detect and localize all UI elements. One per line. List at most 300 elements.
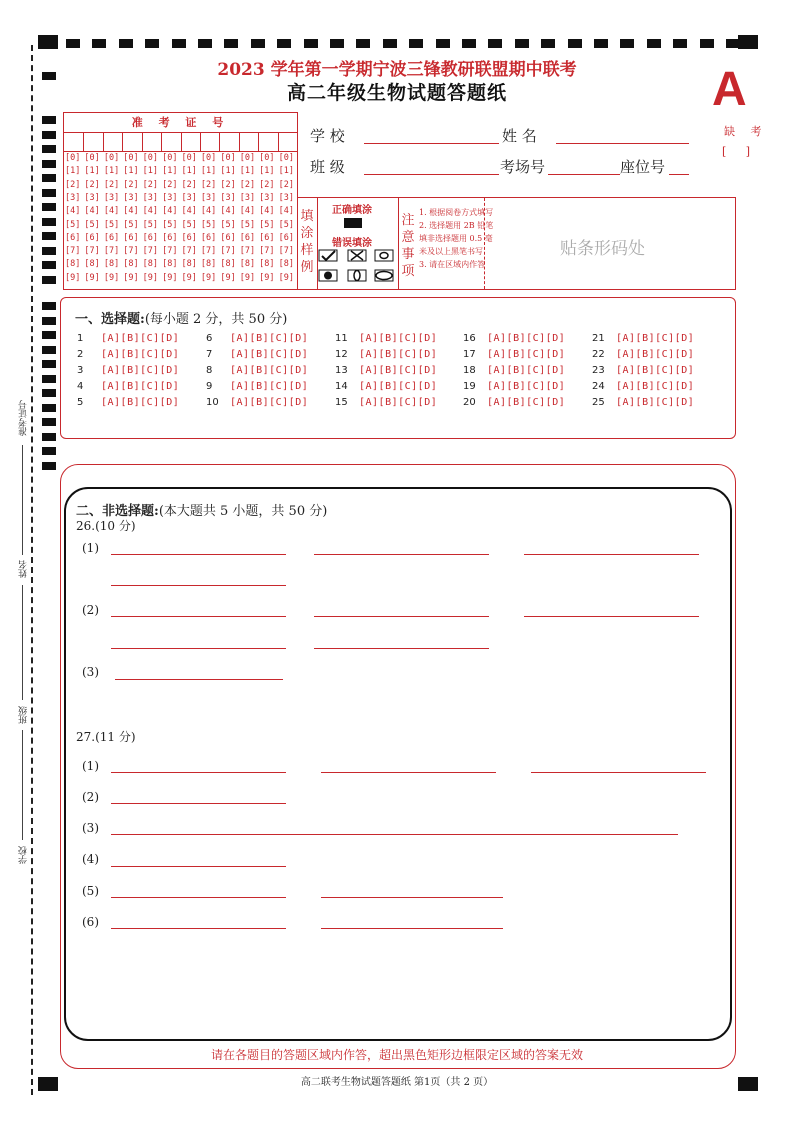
mc-question-number: 25 [592,397,605,408]
exam-id-bubble[interactable]: [6] [65,232,81,243]
exam-id-bubble[interactable]: [5] [181,219,197,230]
exam-id-bubble[interactable]: [3] [142,192,159,203]
mc-question-number: 21 [592,333,605,344]
timing-mark [515,39,529,48]
mc-answer-options[interactable]: [A][B][C][D] [230,365,309,376]
timing-mark [42,360,56,368]
q27-6-blank-2[interactable] [321,928,503,929]
mc-question-number: 4 [77,381,84,392]
q27-1-blank-3[interactable] [531,772,706,773]
exam-id-bubble[interactable]: [4] [65,206,81,217]
timing-mark [42,203,56,211]
mc-question-number: 9 [206,381,213,392]
name-label: 姓 名 [502,127,537,145]
exam-id-bubble[interactable]: [2] [181,179,197,190]
exam-id-bubble[interactable]: [4] [200,206,217,217]
q26-part-1: (1) [82,541,99,555]
seat-field[interactable] [669,174,689,175]
name-field[interactable] [556,143,689,144]
exam-id-bubble[interactable]: [0] [142,153,159,163]
timing-mark [42,247,56,255]
mc-question-number: 6 [206,333,213,344]
exam-id-bubble[interactable]: [3] [259,192,275,203]
mc-answer-options[interactable]: [A][B][C][D] [487,397,566,408]
exam-id-bubble[interactable]: [6] [142,232,159,243]
exam-id-bubble[interactable]: [4] [181,206,197,217]
exam-id-bubble[interactable]: [7] [181,246,197,257]
exam-id-cell-divider [161,133,162,151]
timing-mark [42,145,56,153]
timing-mark [42,174,56,182]
q27-3-blank-1[interactable] [111,834,678,835]
timing-mark [224,39,238,48]
exam-id-bubble[interactable]: [5] [200,219,217,230]
mc-question-number: 5 [77,397,84,408]
exam-id-bubble[interactable]: [6] [259,232,275,243]
exam-id-bubble[interactable]: [3] [162,192,178,203]
exam-id-row [64,259,297,272]
timing-mark [488,39,502,48]
exam-id-bubble[interactable]: [3] [65,192,81,203]
exam-id-bubble[interactable]: [5] [123,219,139,230]
free-response-note: (本大题共 5 小题，共 50 分) [158,504,328,519]
q26-1-blank-4[interactable] [111,585,286,586]
exam-id-bubble[interactable]: [0] [84,153,100,163]
q27-part-1: (1) [82,759,99,773]
exam-id-bubble[interactable]: [1] [181,166,197,177]
mc-answer-options[interactable]: [A][B][C][D] [230,397,309,408]
exam-id-bubble[interactable]: [4] [259,206,275,217]
exam-id-cell-divider [142,133,143,151]
exam-id-bubble[interactable]: [3] [278,192,294,203]
timing-mark [356,39,370,48]
q26-2-blank-3[interactable] [524,616,699,617]
exam-id-row [64,206,297,219]
exam-id-bubble[interactable]: [9] [278,272,294,283]
mc-question-number: 14 [335,381,348,392]
exam-id-cell-divider [103,133,104,151]
exam-id-cell-divider [200,133,201,151]
exam-id-bubble[interactable]: [4] [220,206,236,217]
exam-id-bubble[interactable]: [1] [123,166,139,177]
exam-id-bubble[interactable]: [2] [123,179,139,190]
exam-id-bubble[interactable]: [4] [239,206,256,217]
q27-part-3: (3) [82,821,99,835]
mc-answer-options[interactable]: [A][B][C][D] [359,365,438,376]
q27-1-blank-2[interactable] [321,772,496,773]
exam-id-bubble[interactable]: [7] [220,246,236,257]
barcode-area-border [484,198,485,289]
paper-type-letter: A [712,63,747,116]
mc-answer-options[interactable]: [A][B][C][D] [101,365,180,376]
exam-id-bubble[interactable]: [4] [142,206,159,217]
exam-id-bubble[interactable]: [1] [142,166,159,177]
mc-answer-options[interactable]: [A][B][C][D] [616,397,695,408]
timing-mark [409,39,423,48]
exam-id-bubble[interactable]: [7] [162,246,178,257]
exam-id-bubble[interactable]: [7] [239,246,256,257]
exam-id-bubble[interactable]: [8] [123,259,139,270]
exam-id-bubble[interactable]: [6] [239,232,256,243]
timing-mark [145,39,159,48]
timing-mark [198,39,212,48]
exam-id-bubble[interactable]: [1] [239,166,256,177]
room-field[interactable] [548,174,620,175]
answer-area-warning: 请在各题目的答题区域内作答，超出黑色矩形边框限定区域的答案无效 [210,1048,583,1062]
exam-id-bubble[interactable]: [2] [200,179,217,190]
exam-id-bubble[interactable]: [9] [123,272,139,283]
exam-id-bubble[interactable]: [3] [239,192,256,203]
timing-mark [172,39,186,48]
exam-id-bubble[interactable]: [5] [239,219,256,230]
exam-id-bubble[interactable]: [2] [84,179,100,190]
exam-id-bubble[interactable]: [5] [278,219,294,230]
timing-mark [92,39,106,48]
exam-id-bubble[interactable]: [8] [162,259,178,270]
side-label-name: 姓名 [19,560,29,578]
mc-answer-options[interactable]: [A][B][C][D] [101,333,180,344]
exam-id-bubble[interactable]: [8] [220,259,236,270]
notice-label: 注意事项 [401,213,415,279]
timing-mark [594,39,608,48]
exam-id-bubble[interactable]: [9] [181,272,197,283]
q27-5-blank-1[interactable] [111,897,286,898]
exam-id-bubble[interactable]: [0] [162,153,178,163]
q26-2-blank-2[interactable] [314,616,489,617]
timing-mark [541,39,555,48]
timing-mark [726,39,740,48]
q27-5-blank-2[interactable] [321,897,503,898]
exam-id-bubble[interactable]: [6] [123,232,139,243]
exam-id-cell-divider [258,133,259,151]
timing-mark [66,39,80,48]
binding-line [31,45,33,1095]
side-label-class: 班级 [19,706,29,724]
mc-answer-options[interactable]: [A][B][C][D] [487,349,566,360]
exam-id-bubble[interactable]: [9] [142,272,159,283]
exam-id-row [64,273,297,286]
exam-id-bubble[interactable]: [1] [65,166,81,177]
timing-mark [42,331,56,339]
q27-part-5: (5) [82,884,99,898]
mc-answer-options[interactable]: [A][B][C][D] [101,381,180,392]
exam-id-bubble[interactable]: [9] [259,272,275,283]
mc-question-number: 20 [463,397,476,408]
exam-id-bubble[interactable]: [3] [84,192,100,203]
seat-label: 座位号 [620,158,666,176]
exam-title: 2023 学年第一学期宁波三锋教研联盟期中联考 [217,60,577,80]
timing-mark [304,39,318,48]
timing-mark [42,375,56,383]
mc-answer-options[interactable]: [A][B][C][D] [616,381,695,392]
mc-answer-options[interactable]: [A][B][C][D] [359,349,438,360]
exam-id-row [64,180,297,193]
mc-question-number: 7 [206,349,213,360]
exam-id-bubble[interactable]: [4] [162,206,178,217]
mc-question-number: 23 [592,365,605,376]
exam-id-bubble[interactable]: [7] [200,246,217,257]
exam-id-bubble[interactable]: [9] [103,272,120,283]
question-26-label: 26.(10 分) [76,519,136,533]
exam-id-title: 准 考 证 号 [64,113,297,133]
free-response-answer-area [64,487,732,1041]
q27-1-blank-1[interactable] [111,772,286,773]
q26-3-blank-1[interactable] [115,679,283,680]
exam-id-bubble[interactable]: [8] [65,259,81,270]
exam-id-bubble[interactable]: [8] [239,259,256,270]
q26-part-3: (3) [82,665,99,679]
notice-line-2: 2. 选择题用 2B 铅笔 [419,221,494,230]
exam-id-bubble[interactable]: [6] [181,232,197,243]
exam-id-bubble[interactable]: [0] [123,153,139,163]
exam-id-bubble[interactable]: [9] [220,272,236,283]
exam-id-bubble[interactable]: [5] [84,219,100,230]
exam-id-cell-divider [122,133,123,151]
timing-mark [620,39,634,48]
notice-line-4: 米及以上黑笔书写 [419,247,483,256]
mc-question-number: 22 [592,349,605,360]
exam-id-bubble[interactable]: [4] [278,206,294,217]
exam-id-bubble[interactable]: [1] [200,166,217,177]
timing-mark [42,346,56,354]
timing-mark [42,404,56,412]
exam-id-row [64,193,297,206]
mc-question-number: 19 [463,381,476,392]
notice-text [419,206,493,271]
q26-2-blank-5[interactable] [314,648,489,649]
notice-divider-left [398,198,399,289]
exam-id-bubble[interactable]: [1] [220,166,236,177]
exam-id-bubble[interactable]: [8] [278,259,294,270]
exam-id-bubble[interactable]: [2] [103,179,120,190]
exam-id-bubble[interactable]: [7] [278,246,294,257]
notice-line-1: 1. 根据阅卷方式填写 [419,208,494,217]
side-line-class [22,730,23,840]
exam-id-bubble[interactable]: [9] [162,272,178,283]
timing-mark [251,39,265,48]
exam-id-write-cells[interactable] [64,133,297,152]
school-field[interactable] [364,143,499,144]
q26-1-blank-2[interactable] [314,554,489,555]
timing-mark [42,160,56,168]
exam-id-bubble[interactable]: [3] [220,192,236,203]
q27-4-blank-1[interactable] [111,866,286,867]
exam-id-bubble[interactable]: [2] [259,179,275,190]
mc-answer-options[interactable]: [A][B][C][D] [616,349,695,360]
exam-id-bubble[interactable]: [7] [65,246,81,257]
exam-id-cell-divider [219,133,220,151]
exam-id-bubble[interactable]: [7] [259,246,275,257]
fill-sample-box [297,197,736,290]
exam-id-bubble[interactable]: [6] [200,232,217,243]
multiple-choice-title [75,308,287,327]
exam-id-bubble[interactable]: [2] [220,179,236,190]
exam-id-bubble[interactable]: [9] [65,272,81,283]
mc-question-number: 24 [592,381,605,392]
exam-id-bubble[interactable]: [7] [123,246,139,257]
exam-id-bubble[interactable]: [1] [84,166,100,177]
q26-1-blank-1[interactable] [111,554,286,555]
correct-fill-label: 正确填涂 [332,205,372,216]
exam-id-bubble[interactable]: [9] [200,272,217,283]
exam-id-bubble[interactable]: [0] [220,153,236,163]
timing-mark [42,232,56,240]
exam-id-bubble[interactable]: [5] [259,219,275,230]
exam-id-bubble[interactable]: [1] [103,166,120,177]
exam-id-bubble[interactable]: [2] [239,179,256,190]
q26-2-blank-4[interactable] [111,648,286,649]
absent-checkbox[interactable]: [ ] [722,145,759,158]
exam-id-bubble[interactable]: [7] [103,246,120,257]
exam-id-bubble[interactable]: [8] [181,259,197,270]
exam-id-bubble[interactable]: [0] [278,153,294,163]
side-label-school: 学校 [19,846,29,864]
exam-id-bubble[interactable]: [1] [259,166,275,177]
notice-line-5: 3. 请在区域内作答 [419,260,486,269]
mc-answer-options[interactable]: [A][B][C][D] [487,333,566,344]
mc-question-number: 11 [335,333,348,344]
exam-id-bubble[interactable]: [0] [239,153,256,163]
exam-id-bubble[interactable]: [8] [84,259,100,270]
q27-part-4: (4) [82,852,99,866]
exam-id-bubble[interactable]: [0] [65,153,81,163]
q26-1-blank-3[interactable] [524,554,699,555]
q27-part-2: (2) [82,790,99,804]
mc-answer-options[interactable]: [A][B][C][D] [359,397,438,408]
exam-id-bubble[interactable]: [2] [278,179,294,190]
mc-question-number: 18 [463,365,476,376]
multiple-choice-section [60,297,736,439]
mc-question-number: 3 [77,365,84,376]
wrong-fill-label: 错误填涂 [332,238,372,249]
mc-answer-options[interactable]: [A][B][C][D] [616,333,695,344]
absent-label: 缺 考 [724,125,768,138]
timing-mark [700,39,714,48]
page-footer: 高二联考生物试题答题纸 第1页（共 2 页） [300,1077,494,1088]
mc-question-number: 16 [463,333,476,344]
mc-answer-options[interactable]: [A][B][C][D] [230,381,309,392]
timing-mark [42,261,56,269]
exam-id-bubble[interactable]: [8] [142,259,159,270]
mc-question-number: 13 [335,365,348,376]
timing-mark [42,131,56,139]
exam-id-bubble[interactable]: [0] [181,153,197,163]
exam-id-bubble[interactable]: [5] [220,219,236,230]
exam-id-bubble[interactable]: [9] [239,272,256,283]
mc-answer-options[interactable]: [A][B][C][D] [359,381,438,392]
free-response-heading: 二、非选择题: [76,504,159,519]
mc-answer-options[interactable]: [A][B][C][D] [487,365,566,376]
answer-sheet-title: 高二年级生物试题答题纸 [286,82,507,104]
exam-id-bubble[interactable]: [4] [123,206,139,217]
exam-id-bubble[interactable]: [5] [103,219,120,230]
mc-question-number: 15 [335,397,348,408]
q26-part-2: (2) [82,603,99,617]
exam-id-bubble[interactable]: [7] [84,246,100,257]
exam-id-bubble[interactable]: [5] [65,219,81,230]
exam-id-bubble[interactable]: [5] [162,219,178,230]
exam-id-bubble[interactable]: [6] [278,232,294,243]
exam-id-bubble[interactable]: [1] [162,166,178,177]
exam-id-bubble[interactable]: [2] [65,179,81,190]
mc-answer-options[interactable]: [A][B][C][D] [359,333,438,344]
timing-mark [42,218,56,226]
mc-answer-options[interactable]: [A][B][C][D] [616,365,695,376]
exam-id-bubble[interactable]: [5] [142,219,159,230]
correct-fill-mark [344,218,362,228]
side-label-exam-id: 准考证号 [19,400,29,436]
timing-mark [673,39,687,48]
exam-id-cell-divider [239,133,240,151]
exam-id-bubble[interactable]: [1] [278,166,294,177]
exam-id-bubble[interactable]: [7] [142,246,159,257]
exam-id-bubble[interactable]: [8] [259,259,275,270]
exam-id-bubble[interactable]: [0] [103,153,120,163]
room-label: 考场号 [500,158,546,176]
notice-line-3: 填非选择题用 0.5 毫 [419,234,493,243]
timing-mark [42,116,56,124]
exam-id-bubble[interactable]: [4] [84,206,100,217]
mc-answer-options[interactable]: [A][B][C][D] [487,381,566,392]
timing-mark [42,433,56,441]
timing-mark [42,317,56,325]
exam-id-bubble[interactable]: [6] [103,232,120,243]
exam-id-bubble[interactable]: [3] [181,192,197,203]
mc-answer-options[interactable]: [A][B][C][D] [101,397,180,408]
mc-question-number: 12 [335,349,348,360]
exam-id-bubble[interactable]: [0] [200,153,217,163]
exam-id-bubble[interactable]: [9] [84,272,100,283]
timing-mark [42,302,56,310]
wrong-fill-marks [318,248,396,286]
fill-sample-label: 填涂样例 [300,209,314,275]
q27-6-blank-1[interactable] [111,928,286,929]
timing-mark [436,39,450,48]
exam-id-bubble[interactable]: [4] [103,206,120,217]
top-timing-marks [38,37,762,49]
timing-mark [42,189,56,197]
class-field[interactable] [364,174,499,175]
exam-id-bubble[interactable]: [8] [200,259,217,270]
timing-mark [330,39,344,48]
exam-id-bubble[interactable]: [6] [84,232,100,243]
timing-mark [42,462,56,470]
q26-2-blank-1[interactable] [111,616,286,617]
exam-id-bubble[interactable]: [0] [259,153,275,163]
mc-answer-options[interactable]: [A][B][C][D] [230,333,309,344]
exam-id-bubble[interactable]: [2] [162,179,178,190]
exam-id-row [64,153,297,166]
exam-id-box [63,112,298,290]
timing-mark [42,389,56,397]
timing-mark [647,39,661,48]
mc-answer-options[interactable]: [A][B][C][D] [101,349,180,360]
timing-mark [277,39,291,48]
mc-answer-options[interactable]: [A][B][C][D] [230,349,309,360]
exam-id-bubble[interactable]: [6] [220,232,236,243]
exam-id-bubble[interactable]: [3] [200,192,217,203]
exam-id-bubble[interactable]: [8] [103,259,120,270]
mc-question-number: 8 [206,365,213,376]
exam-id-bubble[interactable]: [3] [123,192,139,203]
q27-2-blank-1[interactable] [111,803,286,804]
exam-id-bubble[interactable]: [2] [142,179,159,190]
exam-id-bubble[interactable]: [3] [103,192,120,203]
exam-id-row [64,220,297,233]
exam-id-bubble[interactable]: [6] [162,232,178,243]
q27-part-6: (6) [82,915,99,929]
class-label: 班 级 [310,158,345,176]
